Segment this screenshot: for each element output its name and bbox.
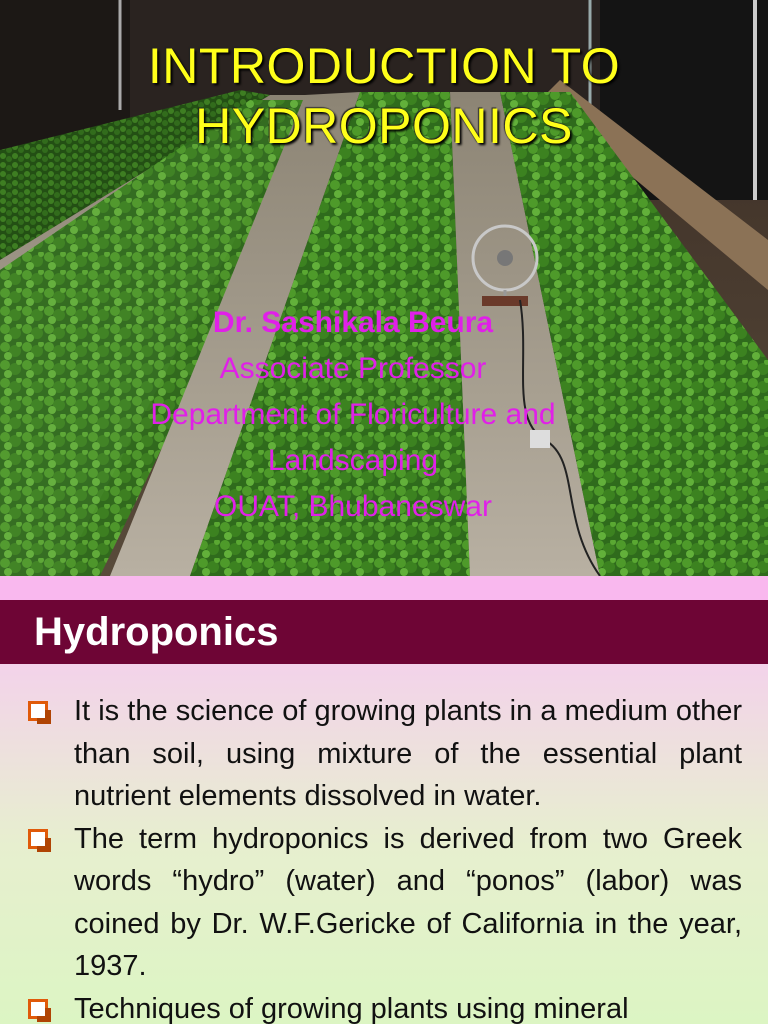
slide-heading: Hydroponics <box>34 610 279 654</box>
checkbox-bullet-icon <box>28 701 48 721</box>
department-line-1: Department of Floriculture and <box>150 398 556 431</box>
slide-title <box>0 36 768 156</box>
term-hydro: hydro <box>182 865 255 897</box>
author-role: Associate Professor <box>219 352 487 385</box>
institution: OUAT, Bhubaneswar <box>214 490 492 523</box>
bullet-item <box>0 988 768 1024</box>
checkbox-bullet-icon <box>28 829 48 849</box>
bullet-text: Techniques of growing plants using mineral <box>74 992 629 1024</box>
bullet-item <box>0 818 768 988</box>
bullet-list <box>0 690 768 1024</box>
author-block <box>0 300 706 530</box>
top-accent-bar <box>0 576 768 600</box>
title-line-2: HYDROPONICS <box>195 98 573 154</box>
author-name: Dr. Sashikala Beura <box>212 306 494 339</box>
bullet-text-part: ” (labor) was coined by Dr. W.F.Gericke of California in the year, 1937. <box>74 865 742 982</box>
checkbox-bullet-icon <box>28 999 48 1019</box>
bullet-text: It is the science of growing plants in a medium other than soil, using mixture of the essential plant nutrient elements dissolved in water. <box>74 695 742 812</box>
department-line-2: Landscaping <box>267 444 439 477</box>
bullet-text-part: The term hydroponics is derived from two Greek words “ <box>74 822 742 897</box>
hydroponics-slide <box>0 576 768 1024</box>
slide-header-bar <box>0 600 768 664</box>
bullet-item <box>0 690 768 818</box>
bullet-text-part: ” (water) and “ <box>254 865 476 897</box>
title-line-1: INTRODUCTION TO <box>147 38 621 94</box>
term-ponos: ponos <box>475 865 555 897</box>
